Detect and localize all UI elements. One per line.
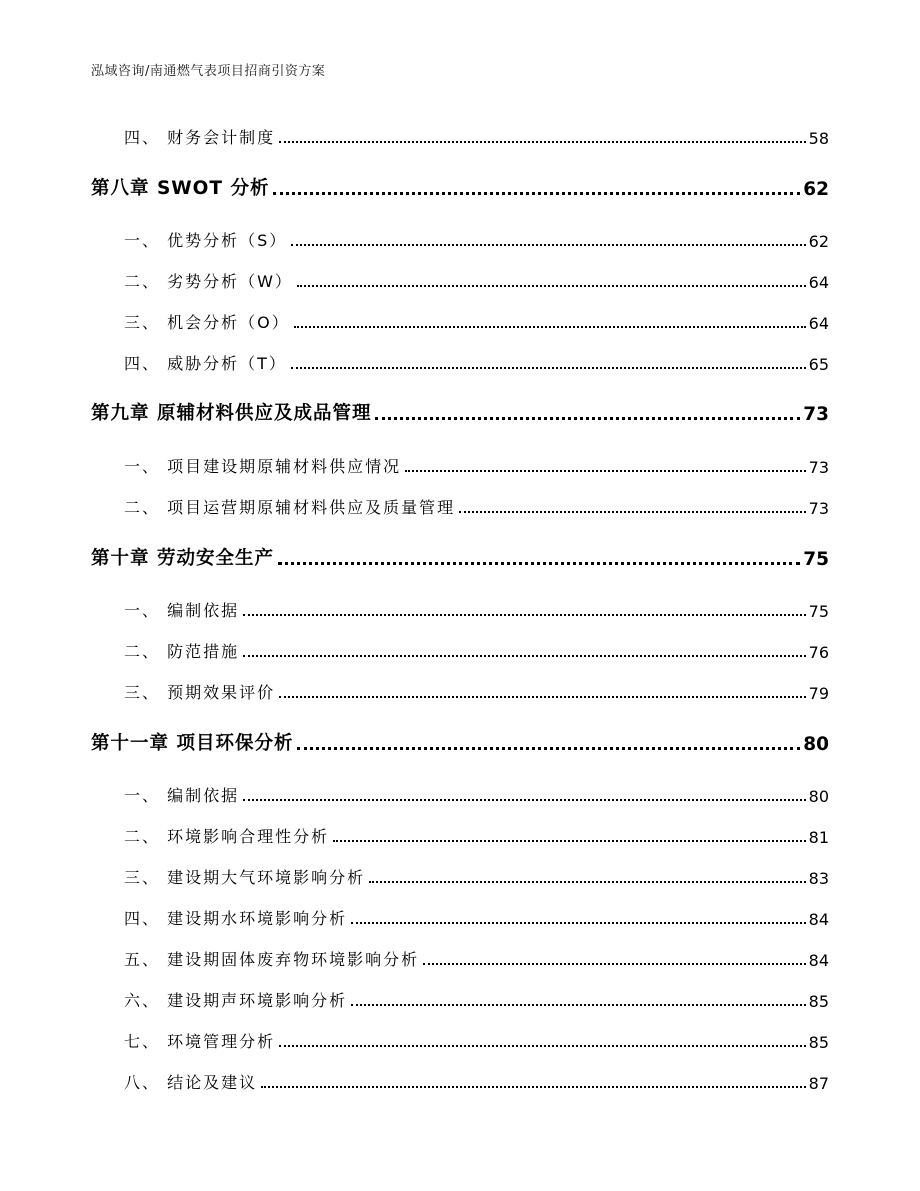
toc-entry-page-number: 80	[803, 734, 829, 755]
toc-entry-page-number: 87	[808, 1074, 829, 1093]
toc-entry-number: 二、	[124, 272, 168, 291]
dot-leader	[333, 840, 806, 842]
toc-entry-title: 环境影响合理性分析	[167, 827, 330, 846]
toc-entry-page-number: 73	[808, 499, 829, 518]
toc-entry-page-number: 64	[808, 314, 829, 333]
dot-leader	[279, 141, 806, 143]
toc-entry-page-number: 80	[808, 787, 829, 806]
toc-entry-number: 八、	[124, 1073, 168, 1092]
dot-leader	[261, 1086, 806, 1088]
dot-leader	[243, 655, 806, 657]
toc-entry-title: 编制依据	[167, 786, 240, 805]
toc-section-entry[interactable]	[124, 351, 829, 374]
toc-entry-page-number: 79	[808, 684, 829, 703]
toc-section-entry[interactable]	[124, 269, 829, 292]
toc-section-entry[interactable]	[124, 310, 829, 333]
dot-leader	[273, 192, 800, 195]
dot-leader	[291, 367, 806, 369]
toc-entry-page-number: 64	[808, 273, 829, 292]
toc-chapter-entry[interactable]	[91, 544, 829, 570]
toc-entry-title: 结论及建议	[167, 1073, 258, 1092]
toc-section-entry[interactable]	[124, 1029, 829, 1052]
toc-entry-number: 五、	[124, 950, 168, 969]
toc-entry-title: 建设期大气环境影响分析	[167, 868, 366, 887]
toc-entry-number: 四、	[124, 128, 168, 147]
toc-entry-title: 机会分析（O）	[167, 313, 290, 332]
toc-entry-title: 第九章 原辅材料供应及成品管理	[91, 403, 372, 424]
toc-entry-page-number: 85	[808, 992, 829, 1011]
toc-entry-number: 六、	[124, 991, 168, 1010]
toc-chapter-entry[interactable]	[91, 729, 829, 755]
dot-leader	[375, 417, 800, 420]
dot-leader	[297, 747, 800, 750]
toc-entry-title: 第十章 劳动安全生产	[91, 548, 274, 569]
toc-entry-number: 一、	[124, 601, 168, 620]
toc-section-entry[interactable]	[124, 865, 829, 888]
dot-leader	[297, 285, 806, 287]
toc-entry-number: 一、	[124, 786, 168, 805]
toc-entry-number: 二、	[124, 498, 168, 517]
toc-entry-page-number: 76	[808, 643, 829, 662]
dot-leader	[291, 244, 805, 246]
toc-chapter-entry[interactable]	[91, 399, 829, 425]
toc-entry-page-number: 62	[803, 179, 829, 200]
toc-entry-page-number: 75	[808, 602, 829, 621]
toc-section-entry[interactable]	[124, 125, 829, 148]
dot-leader	[294, 326, 806, 328]
toc-entry-title: 劣势分析（W）	[167, 272, 293, 291]
toc-entry-title: 环境管理分析	[167, 1032, 276, 1051]
toc-entry-number: 三、	[124, 683, 168, 702]
toc-entry-page-number: 73	[803, 404, 829, 425]
toc-entry-page-number: 83	[808, 869, 829, 888]
toc-section-entry[interactable]	[124, 228, 829, 251]
toc-entry-page-number: 81	[808, 828, 829, 847]
toc-section-entry[interactable]	[124, 639, 829, 662]
toc-entry-number: 七、	[124, 1032, 168, 1051]
dot-leader	[278, 562, 800, 565]
dot-leader	[369, 881, 806, 883]
toc-section-entry[interactable]	[124, 947, 829, 970]
toc-entry-number: 三、	[124, 868, 168, 887]
toc-entry-page-number: 73	[808, 458, 829, 477]
toc-section-entry[interactable]	[124, 598, 829, 621]
toc-entry-page-number: 65	[808, 355, 829, 374]
page-header: 泓域咨询/南通燃气表项目招商引资方案	[91, 64, 326, 79]
toc-entry-title: 编制依据	[167, 601, 240, 620]
toc-entry-title: 第八章 SWOT 分析	[91, 178, 270, 199]
toc-section-entry[interactable]	[124, 824, 829, 847]
toc-entry-title: 预期效果评价	[167, 683, 276, 702]
toc-entry-number: 一、	[124, 457, 168, 476]
dot-leader	[243, 799, 806, 801]
toc-entry-title: 防范措施	[167, 642, 240, 661]
toc-entry-title: 项目建设期原辅材料供应情况	[167, 457, 402, 476]
dot-leader	[243, 614, 806, 616]
toc-entry-page-number: 84	[808, 910, 829, 929]
toc-section-entry[interactable]	[124, 495, 829, 518]
dot-leader	[405, 470, 806, 472]
toc-entry-title: 优势分析（S）	[167, 231, 288, 250]
dot-leader	[459, 511, 806, 513]
toc-entry-title: 第十一章 项目环保分析	[91, 733, 294, 754]
toc-entry-title: 财务会计制度	[167, 128, 276, 147]
toc-section-entry[interactable]	[124, 454, 829, 477]
toc-section-entry[interactable]	[124, 1070, 829, 1093]
toc-entry-number: 一、	[124, 231, 168, 250]
toc-entry-title: 威胁分析（T）	[167, 354, 287, 373]
toc-section-entry[interactable]	[124, 988, 829, 1011]
toc-entry-title: 建设期固体废弃物环境影响分析	[167, 950, 420, 969]
toc-entry-number: 四、	[124, 354, 168, 373]
dot-leader	[423, 963, 806, 965]
toc-entry-page-number: 85	[808, 1033, 829, 1052]
dot-leader	[279, 1045, 806, 1047]
toc-entry-number: 二、	[124, 827, 168, 846]
dot-leader	[279, 696, 806, 698]
toc-entry-title: 建设期水环境影响分析	[167, 909, 348, 928]
toc-section-entry[interactable]	[124, 783, 829, 806]
toc-entry-page-number: 75	[803, 549, 829, 570]
toc-entry-title: 项目运营期原辅材料供应及质量管理	[167, 498, 456, 517]
toc-entry-page-number: 84	[808, 951, 829, 970]
toc-entry-number: 二、	[124, 642, 168, 661]
toc-section-entry[interactable]	[124, 906, 829, 929]
dot-leader	[351, 1004, 806, 1006]
toc-entry-page-number: 58	[808, 129, 829, 148]
toc-chapter-entry[interactable]	[91, 174, 829, 200]
toc-entry-number: 三、	[124, 313, 168, 332]
toc-entry-title: 建设期声环境影响分析	[167, 991, 348, 1010]
toc-entry-number: 四、	[124, 909, 168, 928]
toc-entry-page-number: 62	[808, 232, 829, 251]
dot-leader	[351, 922, 806, 924]
toc-section-entry[interactable]	[124, 680, 829, 703]
